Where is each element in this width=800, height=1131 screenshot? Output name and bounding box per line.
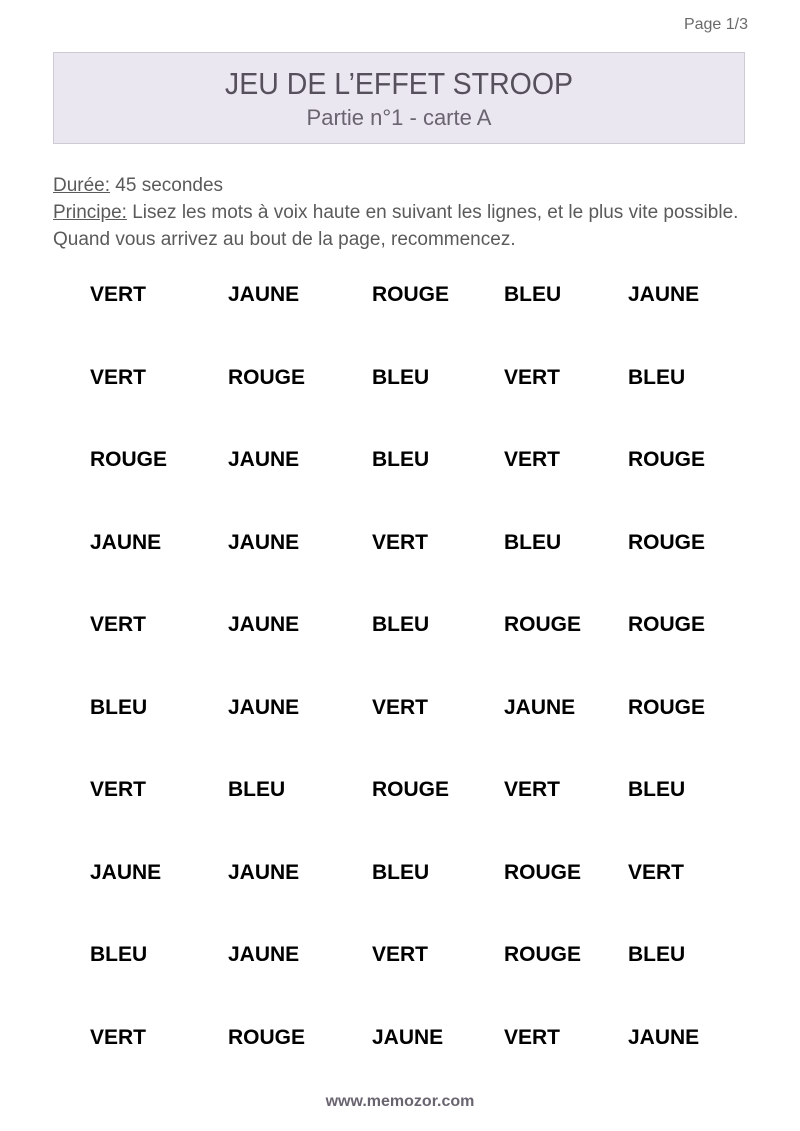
instructions bbox=[53, 172, 753, 253]
title-box bbox=[53, 52, 745, 144]
color-word: JAUNE bbox=[228, 448, 300, 471]
color-word: VERT bbox=[372, 530, 429, 554]
color-word: JAUNE bbox=[228, 530, 300, 554]
color-word: ROUGE bbox=[628, 530, 706, 554]
color-word: VERT bbox=[90, 283, 147, 306]
color-word: ROUGE bbox=[628, 613, 706, 636]
color-word: VERT bbox=[90, 778, 147, 801]
color-word: ROUGE bbox=[628, 695, 706, 719]
color-word: ROUGE bbox=[504, 613, 582, 636]
color-word: VERT bbox=[372, 943, 429, 966]
color-word: ROUGE bbox=[628, 448, 706, 471]
color-word: ROUGE bbox=[228, 1025, 306, 1049]
color-word: JAUNE bbox=[228, 695, 300, 719]
color-word: VERT bbox=[504, 448, 561, 471]
color-word: BLEU bbox=[90, 943, 148, 966]
color-word: BLEU bbox=[372, 613, 430, 636]
duration-label: Durée: bbox=[53, 175, 111, 196]
color-word: BLEU bbox=[372, 448, 430, 471]
color-word: JAUNE bbox=[90, 530, 162, 554]
color-word: BLEU bbox=[504, 283, 562, 306]
page-subtitle: Partie n°1 - carte A bbox=[306, 105, 492, 130]
color-word: BLEU bbox=[228, 778, 286, 801]
color-word: ROUGE bbox=[228, 365, 306, 389]
color-word: JAUNE bbox=[504, 695, 576, 719]
color-word: JAUNE bbox=[228, 860, 300, 884]
color-word: BLEU bbox=[372, 860, 430, 884]
color-word: BLEU bbox=[372, 365, 430, 389]
color-word: BLEU bbox=[628, 778, 686, 801]
color-word: JAUNE bbox=[628, 1025, 700, 1049]
color-word: ROUGE bbox=[90, 448, 168, 471]
color-word: ROUGE bbox=[504, 943, 582, 966]
color-word: JAUNE bbox=[228, 943, 300, 966]
color-word: JAUNE bbox=[628, 283, 700, 306]
color-word: BLEU bbox=[628, 365, 686, 389]
color-word: JAUNE bbox=[90, 860, 162, 884]
page-title: JEU DE L’EFFET STROOP bbox=[224, 66, 574, 101]
color-word: VERT bbox=[372, 695, 429, 719]
color-word: ROUGE bbox=[372, 778, 450, 801]
color-word: JAUNE bbox=[372, 1025, 444, 1049]
principle-text: Lisez les mots à voix haute en suivant les lignes, et le plus vite possible. Quand vous arrivez au bout de la page, recommencez. bbox=[53, 202, 739, 250]
color-word: VERT bbox=[628, 860, 685, 884]
principle-label: Principe: bbox=[53, 202, 127, 223]
color-word: JAUNE bbox=[228, 283, 300, 306]
duration-value: 45 secondes bbox=[110, 175, 224, 196]
color-word: VERT bbox=[504, 778, 561, 801]
principle-line bbox=[53, 199, 753, 253]
color-word: VERT bbox=[90, 613, 147, 636]
duration-line bbox=[53, 172, 753, 199]
color-word: VERT bbox=[90, 365, 147, 389]
footer-url: www.memozor.com bbox=[325, 1093, 475, 1110]
color-word: JAUNE bbox=[228, 613, 300, 636]
color-word: VERT bbox=[90, 1025, 147, 1049]
color-word: BLEU bbox=[628, 943, 686, 966]
color-word: BLEU bbox=[504, 530, 562, 554]
color-word: VERT bbox=[504, 365, 561, 389]
color-word: VERT bbox=[504, 1025, 561, 1049]
page-number: Page 1/3 bbox=[683, 16, 748, 33]
color-word: ROUGE bbox=[504, 860, 582, 884]
color-word: ROUGE bbox=[372, 283, 450, 306]
color-word: BLEU bbox=[90, 695, 148, 719]
